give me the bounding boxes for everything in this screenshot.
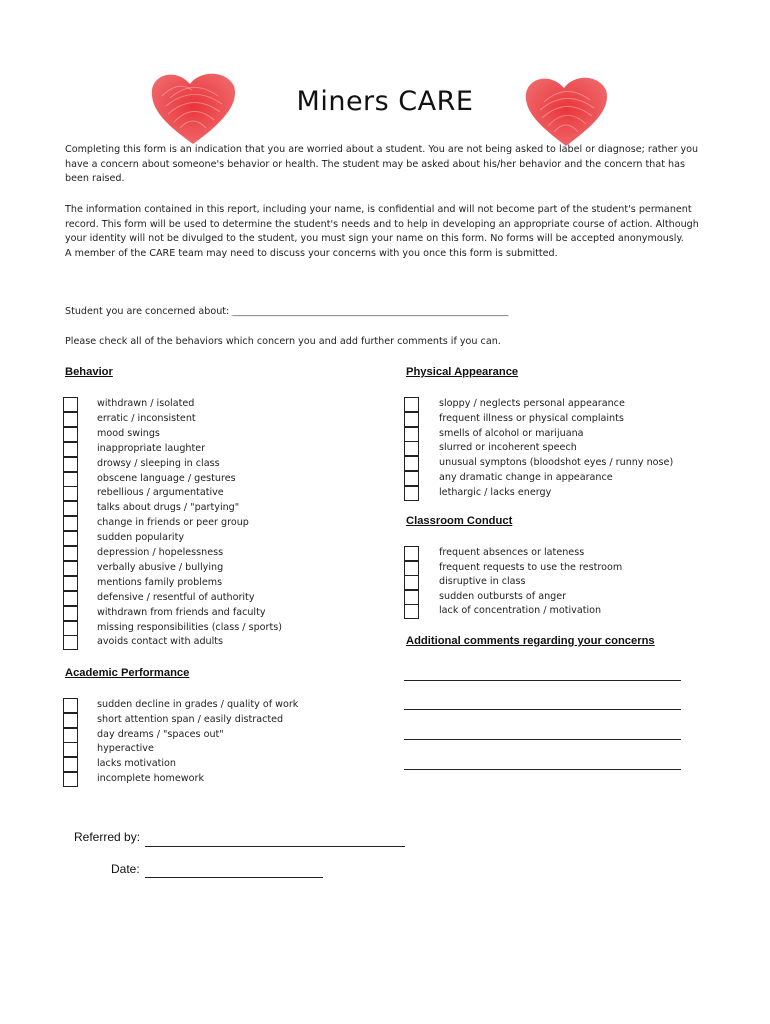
behavior-checkbox[interactable] [63, 397, 78, 412]
classroom-item-label: lack of concentration / motivation [439, 605, 602, 617]
comment-line-2[interactable] [404, 709, 681, 710]
academic-checkbox[interactable] [63, 713, 78, 728]
comments-heading: Additional comments regarding your concerns [406, 635, 655, 647]
physical-item-label: any dramatic change in appearance [439, 472, 613, 483]
classroom-item-label: frequent absences or lateness [439, 547, 585, 558]
physical-item-label: frequent illness or physical complaints [439, 412, 624, 424]
behavior-item-label: depression / hopelessness [97, 547, 224, 558]
comment-line-1[interactable] [404, 680, 681, 681]
academic-heading: Academic Performance [65, 667, 190, 679]
behavior-item-label: mood swings [97, 427, 160, 439]
behavior-item-label: avoids contact with adults [97, 636, 224, 648]
academic-item-label: short attention span / easily distracted [97, 713, 284, 725]
student-label: Student you are concerned about: [65, 306, 230, 317]
physical-checkbox[interactable] [404, 486, 419, 501]
behavior-checkbox[interactable] [63, 412, 78, 427]
classroom-heading: Classroom Conduct [406, 515, 513, 527]
classroom-checkbox[interactable] [404, 575, 419, 590]
behavior-item-label: mentions family problems [97, 576, 223, 588]
referred-by-label: Referred by: [74, 830, 141, 844]
behavior-checkbox[interactable] [63, 531, 78, 546]
behavior-checkbox[interactable] [63, 621, 78, 636]
academic-checkbox[interactable] [63, 728, 78, 743]
academic-checkbox[interactable] [63, 698, 78, 713]
behavior-checkbox[interactable] [63, 457, 78, 472]
physical-checkbox[interactable] [404, 471, 419, 486]
behavior-heading: Behavior [65, 366, 113, 378]
referred-by-line[interactable] [145, 846, 405, 847]
academic-item-label: incomplete homework [97, 773, 205, 784]
behavior-checkbox[interactable] [63, 606, 78, 621]
date-label: Date: [111, 862, 140, 876]
physical-heading: Physical Appearance [406, 366, 519, 378]
behavior-checkbox[interactable] [63, 576, 78, 591]
academic-item-label: sudden decline in grades / quality of work [97, 699, 299, 710]
behavior-checkbox[interactable] [63, 486, 78, 501]
academic-checkbox[interactable] [63, 757, 78, 772]
academic-checkbox[interactable] [63, 742, 78, 757]
physical-item-label: sloppy / neglects personal appearance [439, 398, 625, 409]
date-line[interactable] [145, 877, 323, 878]
physical-checkbox[interactable] [404, 456, 419, 471]
comment-line-3[interactable] [404, 739, 681, 740]
academic-item-label: hyperactive [97, 743, 154, 755]
behavior-item-label: change in friends or peer group [97, 517, 249, 529]
behavior-checkbox[interactable] [63, 427, 78, 442]
intro-paragraph: Completing this form is an indication that you are worried about a student. You are not being asked to label or diagnose; rather you have a concern about someone's behavior or health. The student may be asked about his/her behavior and the concern that has been raised. [65, 144, 699, 185]
physical-item-label: lethargic / lacks energy [439, 486, 552, 498]
classroom-item-label: disruptive in class [439, 576, 526, 588]
behavior-item-label: defensive / resentful of authority [97, 591, 255, 603]
behavior-item-label: drowsy / sleeping in class [97, 457, 220, 469]
physical-checkbox[interactable] [404, 397, 419, 412]
physical-item-label: unusual symptons (bloodshot eyes / runny nose) [439, 457, 674, 469]
behavior-item-label: verbally abusive / bullying [97, 561, 224, 573]
classroom-item-label: sudden outbursts of anger [439, 590, 567, 602]
behavior-item-label: talks about drugs / "partying" [97, 502, 240, 514]
check-instruction: Please check all of the behaviors which concern you and add further comments if you can. [65, 336, 501, 347]
behavior-checkbox[interactable] [63, 472, 78, 487]
behavior-item-label: erratic / inconsistent [97, 412, 196, 424]
academic-item-label: lacks motivation [97, 758, 176, 770]
classroom-checkbox[interactable] [404, 604, 419, 619]
physical-checkbox[interactable] [404, 412, 419, 427]
behavior-checkbox[interactable] [63, 442, 78, 457]
classroom-checkbox[interactable] [404, 546, 419, 561]
behavior-item-label: sudden popularity [97, 532, 185, 544]
care-team-paragraph: A member of the CARE team may need to discuss your concerns with you once this form is submitted. [65, 248, 558, 259]
behavior-checkbox[interactable] [63, 561, 78, 576]
academic-item-label: day dreams / "spaces out" [97, 728, 224, 740]
behavior-checkbox[interactable] [63, 516, 78, 531]
academic-checkbox[interactable] [63, 772, 78, 787]
student-line: _____________________________________________________________________ [232, 307, 509, 316]
classroom-item-label: frequent requests to use the restroom [439, 561, 623, 573]
classroom-checkbox[interactable] [404, 590, 419, 605]
behavior-item-label: missing responsibilities (class / sports) [97, 621, 282, 633]
confidential-paragraph: The information contained in this report, including your name, is confidential and will not become part of the student's permanent record. This form will be used to determine the student's needs and to help in developing an appropriate course of action. Although your identity will not be divulged to the student, you must sign your name on this form. No forms will be accepted anonymously. [65, 204, 699, 245]
student-field[interactable] [65, 306, 508, 317]
page-title: Miners CARE [296, 86, 474, 117]
behavior-checkbox[interactable] [63, 546, 78, 561]
behavior-checkbox[interactable] [63, 501, 78, 516]
behavior-item-label: withdrawn from friends and faculty [97, 606, 266, 618]
classroom-checkbox[interactable] [404, 561, 419, 576]
physical-item-label: slurred or incoherent speech [439, 442, 577, 454]
behavior-item-label: obscene language / gestures [97, 472, 236, 484]
behavior-item-label: inappropriate laughter [97, 442, 206, 454]
behavior-checkbox[interactable] [63, 591, 78, 606]
behavior-item-label: rebellious / argumentative [97, 487, 224, 499]
physical-checkbox[interactable] [404, 441, 419, 456]
physical-item-label: smells of alcohol or marijuana [439, 427, 584, 439]
behavior-item-label: withdrawn / isolated [97, 398, 195, 409]
behavior-checkbox[interactable] [63, 635, 78, 650]
comment-line-4[interactable] [404, 769, 681, 770]
physical-checkbox[interactable] [404, 427, 419, 442]
